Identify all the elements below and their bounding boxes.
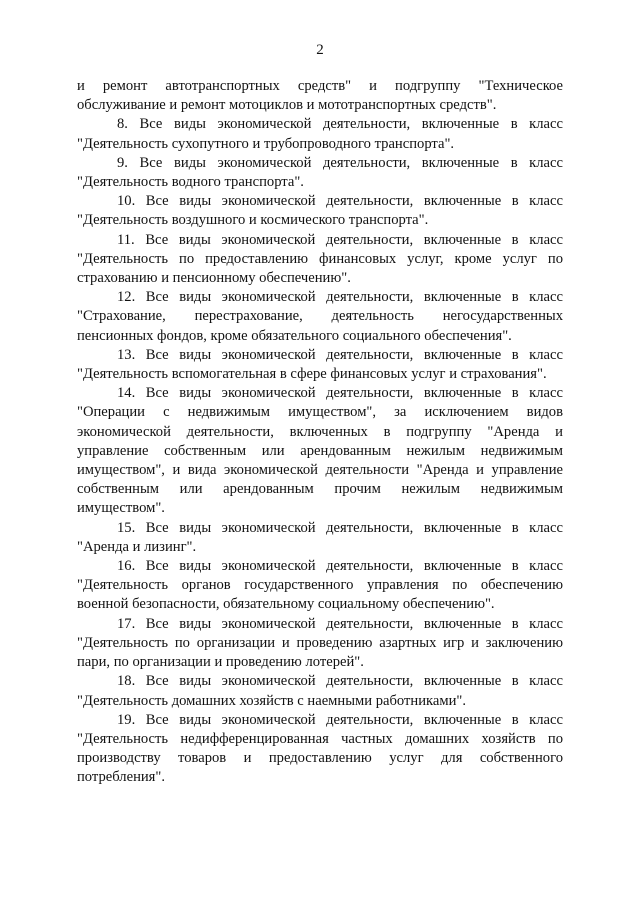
document-body	[77, 77, 563, 788]
list-item-18: 18. Все виды экономической деятельности, включенные в класс "Деятельность домашних хозяйств с наемными работниками".	[77, 673, 563, 709]
page-number: 2	[316, 42, 324, 58]
list-item-15: 15. Все виды экономической деятельности, включенные в класс "Аренда и лизинг".	[77, 519, 563, 555]
list-item-13: 13. Все виды экономической деятельности, включенные в класс "Деятельность вспомогательная в сфере финансовых услуг и страхования".	[77, 346, 563, 383]
list-item-10: 10. Все виды экономической деятельности, включенные в класс "Деятельность воздушного и космического транспорта".	[77, 193, 563, 229]
list-item-9: 9. Все виды экономической деятельности, включенные в класс "Деятельность водного транспорта".	[77, 154, 563, 191]
list-item-19: 19. Все виды экономической деятельности, включенные в класс "Деятельность недифференцированная частных домашних хозяйств по производству товаров и предоставлению услуг для собственного потребления".	[77, 711, 563, 786]
list-item-17: 17. Все виды экономической деятельности, включенные в класс "Деятельность по организации и проведению азартных игр и заключению пари, по организации и проведению лотерей".	[77, 615, 563, 671]
list-item-12: 12. Все виды экономической деятельности, включенные в класс "Страхование, перестрахование, деятельность негосударственных пенсионных фондов, кроме обязательного социального обеспечения".	[77, 289, 563, 344]
list-item-14: 14. Все виды экономической деятельности, включенные в класс "Операции с недвижимым имуществом", за исключением видов экономической деятельности, включенных в подгруппу "Аренда и управление собственным или арендованным нежилым недвижимым имуществом", и вида экономической деятельности "Аренда и управление собственным или арендованным прочим нежилым недвижимым имуществом".	[77, 385, 563, 517]
list-item-8: 8. Все виды экономической деятельности, включенные в класс "Деятельность сухопутного и трубопроводного транспорта".	[77, 116, 563, 152]
list-item-11: 11. Все виды экономической деятельности, включенные в класс "Деятельность по предоставлению финансовых услуг, кроме услуг по страхованию и пенсионному обеспечению".	[77, 231, 563, 287]
list-item-16: 16. Все виды экономической деятельности, включенные в класс "Деятельность органов государственного управления по обеспечению военной безопасности, обязательному социальному обеспечению".	[77, 558, 563, 613]
continuation-paragraph: и ремонт автотранспортных средств" и подгруппу "Техническое обслуживание и ремонт мотоциклов и мототранспортных средств".	[77, 78, 563, 114]
